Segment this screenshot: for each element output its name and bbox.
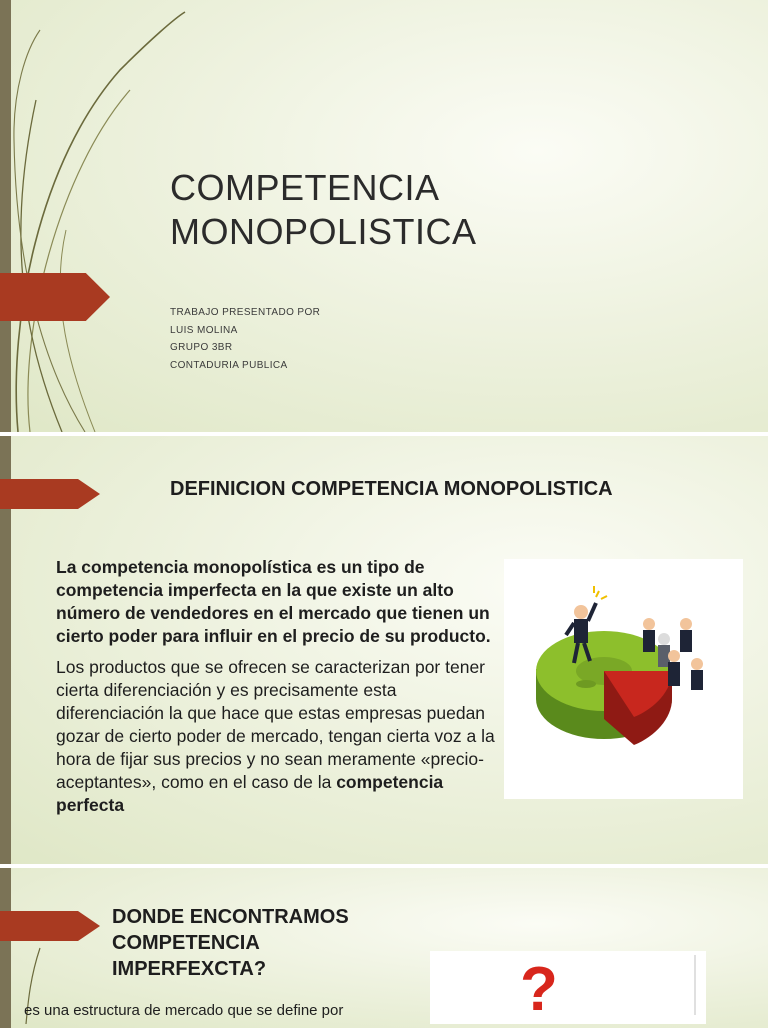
red-arrow-marker [0,911,100,941]
title-line-1: COMPETENCIA [170,167,440,208]
definition-slide [0,436,768,864]
subtitle-line: TRABAJO PRESENTADO POR [170,307,321,318]
red-arrow-marker [0,479,100,509]
image-border-line [694,955,696,1015]
bullet-item [32,556,502,648]
subtitle-line: CONTADURIA PUBLICA [170,359,288,371]
heading-line: COMPETENCIA [112,932,260,954]
question-slide [0,868,768,1028]
bullet-text: Los productos que se ofrecen se caracterizan por tener cierta diferenciación y es precisamente esta diferenciación la que hace que estas empresas puedan gozar de cierto poder de mercado, tengan cierta voz a la hora de fijar sus precios y no sean meramente «precio-aceptantes», como en el caso de la [56,657,495,792]
decorative-curves [0,868,80,1024]
subtitle-line: GRUPO 3BR [170,342,233,353]
market-share-illustration [504,559,743,799]
body-text: es una estructura de mercado que se define por [24,1002,344,1019]
heading-line: DONDE ENCONTRAMOS [112,906,349,928]
subtitle-block [170,304,320,374]
title-line-2: MONOPOLISTICA [170,211,477,252]
bullet-text: La competencia monopolística es un tipo de competencia imperfecta en la que existe un alto número de vendedores en el mercado que tienen un cierto poder para influir en el precio de su producto. [56,557,491,646]
bullet-list [32,556,502,825]
slide-title [170,166,477,254]
bullet-bold-text: competencia perfecta [56,772,444,815]
title-slide [0,0,768,432]
slide-heading: DEFINICION COMPETENCIA MONOPOLISTICA [170,478,613,500]
question-illustration [430,951,706,1024]
pie-chart-people-icon [504,559,743,799]
bullet-item [32,656,502,817]
subtitle-line: LUIS MOLINA [170,324,238,336]
heading-line: IMPERFEXCTA? [112,958,267,980]
question-mark-icon: ? [520,955,558,1024]
slide-heading [112,904,349,982]
